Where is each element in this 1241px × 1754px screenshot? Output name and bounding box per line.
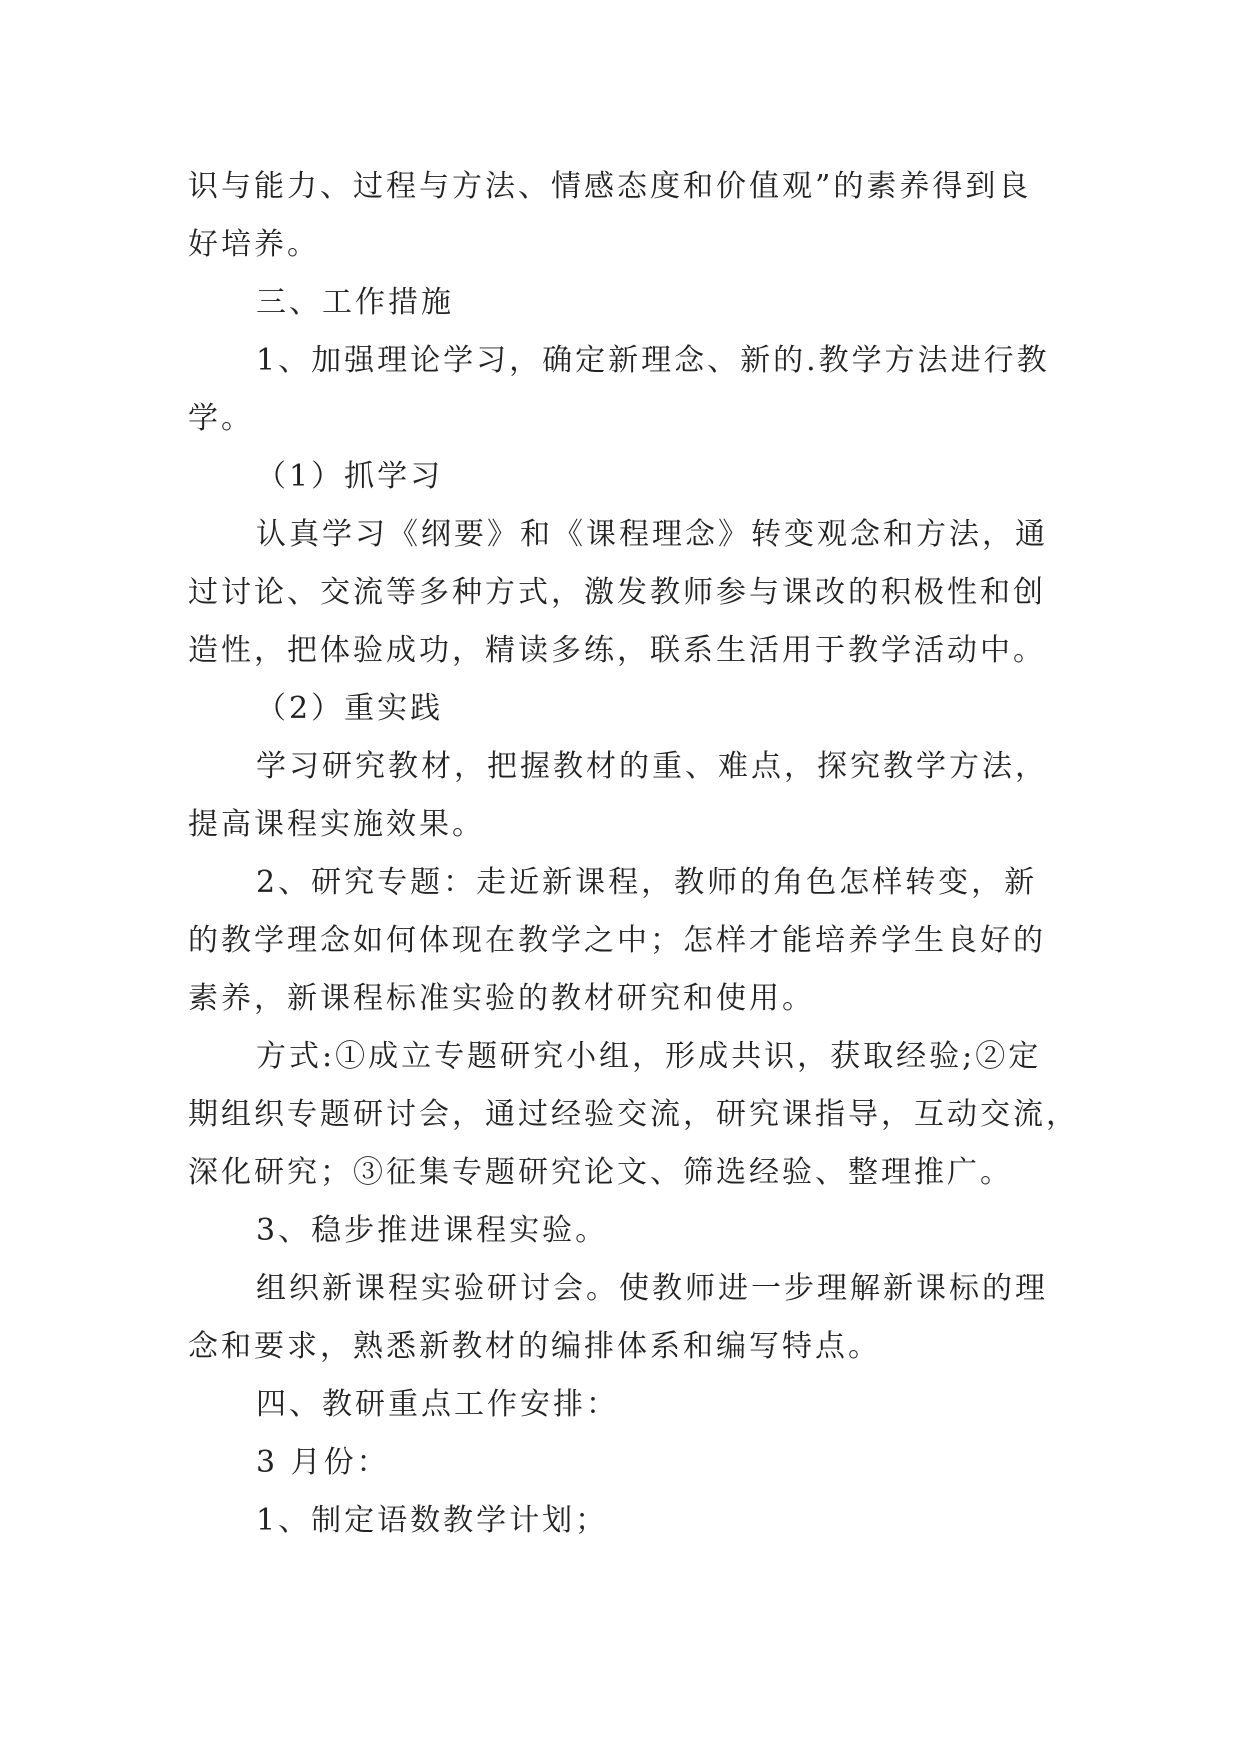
text-line: 提高课程实施效果。 xyxy=(188,807,485,842)
text-line: 方式:①成立专题研究小组，形成共识，获取经验;②定 xyxy=(256,1039,1042,1074)
text-line: 深化研究；③征集专题研究论文、筛选经验、整理推广。 xyxy=(188,1155,1013,1190)
text-line: 念和要求，熟悉新教材的编排体系和编写特点。 xyxy=(188,1329,881,1364)
text-line: 好培养。 xyxy=(188,227,320,262)
text-line: 造性，把体验成功，精读多练，联系生活用于教学活动中。 xyxy=(188,633,1046,668)
text-line: 认真学习《纲要》和《课程理念》转变观念和方法，通 xyxy=(256,517,1048,552)
text-line: 识与能力、过程与方法、情感态度和价值观”的素养得到良 xyxy=(188,169,1032,204)
text-line: 期组织专题研讨会，通过经验交流，研究课指导，互动交流， xyxy=(188,1097,1079,1132)
text-line: 素养，新课程标准实验的教材研究和使用。 xyxy=(188,981,815,1016)
text-line: 2、研究专题：走近新课程，教师的角色怎样转变，新 xyxy=(256,865,1038,900)
section-heading: 四、教研重点工作安排： xyxy=(256,1387,619,1422)
subheading: （1）抓学习 xyxy=(256,459,444,494)
section-heading: 三、工作措施 xyxy=(256,285,454,320)
document-body xyxy=(188,158,1079,1550)
text-line: 3 月份： xyxy=(256,1445,390,1480)
text-line: 学。 xyxy=(188,401,254,436)
text-line: 过讨论、交流等多种方式，激发教师参与课改的积极性和创 xyxy=(188,575,1046,610)
text-line: 1、制定语数教学计划； xyxy=(256,1503,609,1538)
text-line: 学习研究教材，把握教材的重、难点，探究教学方法， xyxy=(256,749,1048,784)
text-line: 组织新课程实验研讨会。使教师进一步理解新课标的理 xyxy=(256,1271,1048,1306)
text-line: 3、稳步推进课程实验。 xyxy=(256,1213,609,1248)
subheading: （2）重实践 xyxy=(256,691,444,726)
text-line: 的教学理念如何体现在教学之中；怎样才能培养学生良好的 xyxy=(188,923,1046,958)
text-line: 1、加强理论学习，确定新理念、新的.教学方法进行教 xyxy=(256,343,1050,378)
